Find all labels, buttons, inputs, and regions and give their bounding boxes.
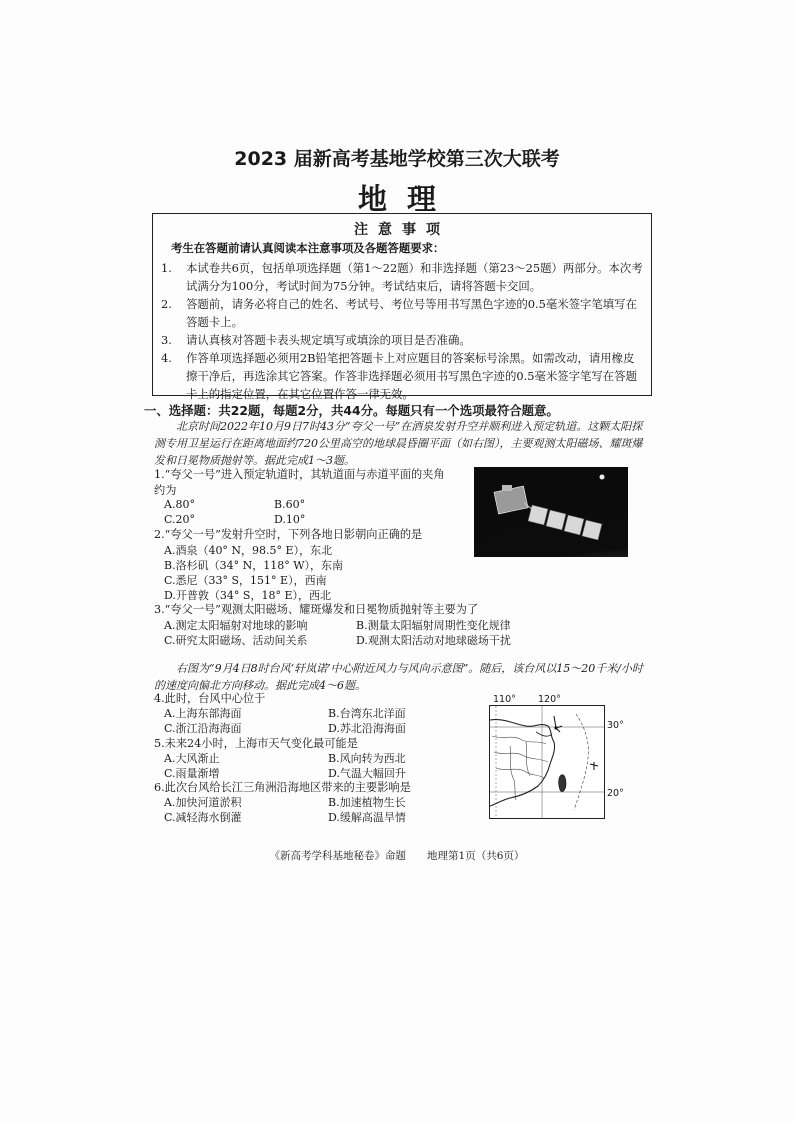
- q2-option-d: D.开普敦（34° S，18° E），西北: [164, 589, 331, 602]
- notice-item-text: 本试卷共6页，包括单项选择题（第1～22题）和非选择题（第23～25题）两部分。本次考试满分为100分，考试时间为75分钟。考试结束后，请将答题卡交回。: [186, 261, 643, 293]
- map-lat-label-30: 30°: [607, 720, 624, 731]
- q3-option-b: B.测量太阳辐射周期性变化规律: [356, 619, 511, 632]
- q5-option-d: D.气温大幅回升: [328, 767, 406, 780]
- map-lon-label-110: 110°: [493, 694, 516, 705]
- q2-option-b: B.洛杉矶（34° N，118° W），东南: [164, 559, 343, 572]
- q5-option-b: B.风向转为西北: [328, 752, 406, 765]
- q4-option-d: D.苏北沿海海面: [328, 722, 406, 735]
- notice-intro: 考生在答题前请认真阅读本注意事项及各题答题要求：: [171, 241, 445, 255]
- q3-option-a: A.测定太阳辐射对地球的影响: [164, 619, 308, 632]
- q6-option-b: B.加速植物生长: [328, 796, 406, 809]
- notice-item: [161, 349, 645, 403]
- question-1-stem-cont: 约为: [154, 484, 177, 497]
- typhoon-map-drawing: [490, 706, 604, 818]
- q4-option-b: B.台湾东北洋面: [328, 707, 406, 720]
- q1-option-a: A.80°: [164, 498, 195, 511]
- notice-item-number: 1.: [161, 261, 172, 275]
- question-2-stem: 2.“夸父一号”发射升空时，下列各地日影朝向正确的是: [154, 528, 423, 541]
- passage-1: 北京时间2022年10月9日7时43分“夸父一号”在酒泉发射升空并顺利进入预定轨道。这颗太阳探测专用卫星运行在距离地面约720公里高空的地球晨昏圈平面（如右图），主要观测太阳磁场、耀斑爆发和日冕物质抛射等。据此完成1～3题。: [154, 420, 643, 467]
- notice-item-number: 3.: [161, 333, 172, 347]
- q4-option-a: A.上海东部海面: [164, 707, 242, 720]
- satellite-illustration: [474, 467, 628, 557]
- exam-title: 2023 届新高考基地学校第三次大联考: [234, 148, 560, 170]
- notice-item-number: 2.: [161, 297, 172, 311]
- map-lon-label-120: 120°: [538, 694, 561, 705]
- question-3-stem: 3.“夸父一号”观测太阳磁场、耀斑爆发和日冕物质抛射等主要为了: [154, 603, 479, 616]
- q4-option-c: C.浙江沿海海面: [164, 722, 242, 735]
- section-heading: 一、选择题：共22题，每题2分，共44分。每题只有一个选项最符合题意。: [144, 403, 559, 418]
- q6-option-c: C.减轻海水倒灌: [164, 811, 242, 824]
- question-1-stem: 1.“夸父一号”进入预定轨道时，其轨道面与赤道平面的夹角: [154, 468, 445, 481]
- q2-option-c: C.悉尼（33° S，151° E），西南: [164, 574, 327, 587]
- subject-title: 地理: [357, 182, 456, 216]
- notice-item-text: 作答单项选择题必须用2B铅笔把答题卡上对应题目的答案标号涂黑。如需改动，请用橡皮擦干净后，再选涂其它答案。作答非选择题必须用书写黑色字迹的0.5毫米签字笔写在答题卡上的指定位置，在其它位置作答一律无效。: [186, 351, 637, 401]
- q2-option-a: A.酒泉（40° N，98.5° E），东北: [164, 544, 333, 557]
- typhoon-map: [489, 705, 605, 819]
- passage-2: 右图为“9月4日8时台风‘轩岚诺’中心附近风力与风向示意图”。随后，该台风以15～20千米/小时的速度向偏北方向移动。据此完成4～6题。: [154, 662, 643, 692]
- notice-item: [161, 331, 645, 349]
- notice-item-number: 4.: [161, 351, 172, 365]
- q1-option-c: C.20°: [164, 513, 196, 526]
- q1-option-b: B.60°: [274, 498, 306, 511]
- q5-option-a: A.大风渐止: [164, 752, 220, 765]
- notice-title: 注意事项: [354, 222, 450, 238]
- page-footer: 《新高考学科基地秘卷》命题 地理第1页（共6页）: [269, 850, 525, 862]
- notice-item: [161, 259, 645, 295]
- notice-item: [161, 295, 645, 331]
- question-5-stem: 5.未来24小时，上海市天气变化最可能是: [154, 737, 358, 750]
- notice-item-text: 答题前，请务必将自己的姓名、考试号、考位号等用书写黑色字迹的0.5毫米签字笔填写在答题卡上。: [186, 297, 637, 329]
- q3-option-d: D.观测太阳活动对地球磁场干扰: [356, 634, 511, 647]
- question-6-stem: 6.此次台风给长江三角洲沿海地区带来的主要影响是: [154, 781, 411, 794]
- notice-item-text: 请认真核对答题卡表头规定填写或填涂的项目是否准确。: [186, 333, 471, 347]
- q5-option-c: C.雨量渐增: [164, 767, 220, 780]
- q1-option-d: D.10°: [274, 513, 306, 526]
- notice-box: [152, 213, 652, 401]
- satellite-photo: [474, 467, 628, 557]
- map-lat-label-20: 20°: [607, 788, 624, 799]
- q6-option-a: A.加快河道淤积: [164, 796, 242, 809]
- q6-option-d: D.缓解高温旱情: [328, 811, 406, 824]
- question-4-stem: 4.此时，台风中心位于: [154, 692, 266, 705]
- q3-option-c: C.研究太阳磁场、活动间关系: [164, 634, 308, 647]
